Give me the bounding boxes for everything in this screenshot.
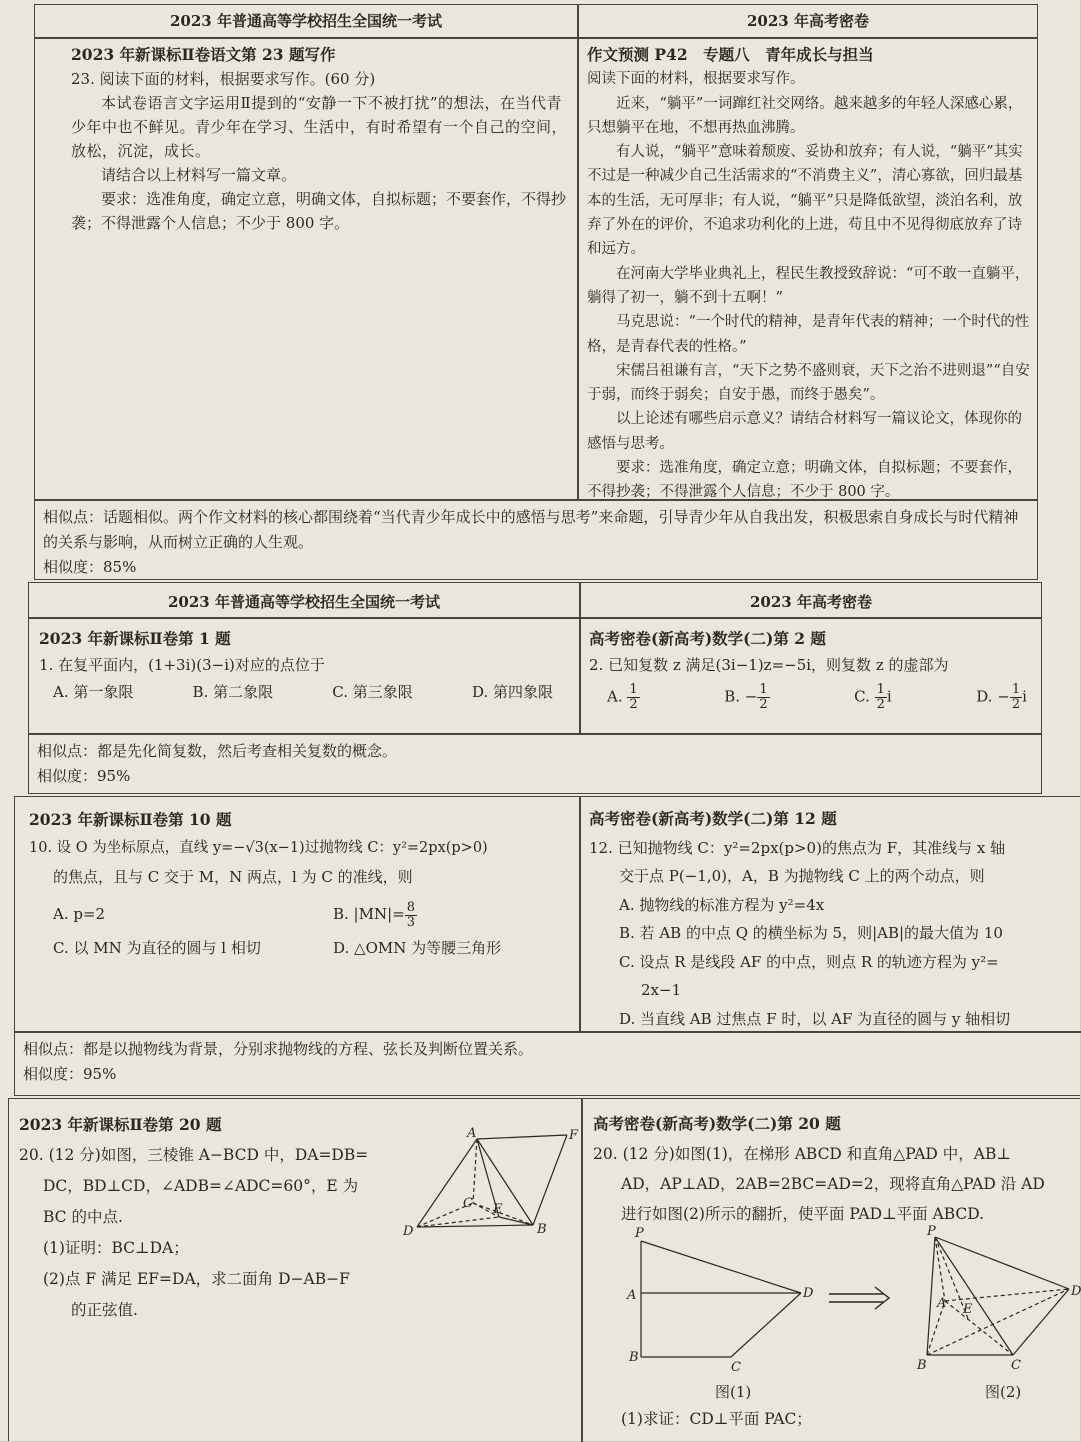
section3-similarity: 相似度：95% xyxy=(23,1065,117,1083)
section2-header-right: 2023 年高考密卷 xyxy=(750,593,872,611)
label-d: D xyxy=(803,1286,814,1301)
section2-header-left: 2023 年普通高等学校招生全国统一考试 xyxy=(168,593,440,611)
section2-table xyxy=(28,582,1042,794)
section4-left-title: 2023 年新课标Ⅱ卷第 20 题 xyxy=(19,1115,222,1134)
section1-similarity: 相似度：85% xyxy=(43,558,137,576)
section3-right-line: 2x−1 xyxy=(641,981,682,999)
section3-right-title: 高考密卷(新高考)数学(二)第 12 题 xyxy=(589,809,837,828)
section2-note xyxy=(37,739,1033,791)
section3-right-line: 交于点 P(−1,0)，A，B 为抛物线 C 上的两个动点，则 xyxy=(619,867,985,885)
label-e: E xyxy=(493,1202,503,1217)
section1-right-line: 宋儒吕祖谦有言，“天下之势不盛则衰，天下之治不进则退”“自安于弱，而终于弱矣；自安于愚，而终于愚矣”。 xyxy=(587,362,1030,404)
label-a: A xyxy=(467,1126,477,1141)
label-e: E xyxy=(963,1302,973,1317)
section1-right-title: 作文预测 P42 专题八 青年成长与担当 xyxy=(587,45,874,64)
option-c: C. 第三象限 xyxy=(332,683,413,701)
section1-right-line: 要求：选准角度，确定立意；明确文体，自拟标题；不要套作，不得抄袭；不得泄露个人信息；不少于 800 字。 xyxy=(587,460,1022,501)
option-c: C. $\frac{1}{2}$ i xyxy=(854,682,892,712)
section2-left-body xyxy=(39,625,573,729)
option-a: A. 第一象限 xyxy=(53,683,134,701)
label-d: D xyxy=(1071,1284,1081,1299)
option-b: B. 第二象限 xyxy=(192,683,274,701)
section4-right-body xyxy=(593,1109,1081,1229)
section3-left-options-row1 xyxy=(29,900,575,930)
option-d: D. − $\frac{1}{2}$ i xyxy=(976,682,1027,712)
section2-left-options xyxy=(39,679,573,706)
section2-similar-point: 相似点：都是先化简复数，然后考查相关复数的概念。 xyxy=(37,742,398,760)
section4-left-line: 的正弦值. xyxy=(71,1301,138,1319)
section3-left-body: 2023 年新课标Ⅱ卷第 10 题 10. 设 O 为坐标原点，直线 y=−√3(x−1)过抛物线 C：y²=2px(p>0) 的焦点，且与 C 交于 M，N 两点，l 为 C 的准线，则 A. p=2 B. |MN|= $\frac{8}{3}$ C. 以 MN 为直径的圆与 l 相切 D. △OMN 为等腰三角形 xyxy=(29,805,575,1029)
section3-right-line: C. 设点 R 是线段 AF 的中点，则点 R 的轨迹方程为 y²= xyxy=(619,952,999,971)
option-b: B. |MN|= $\frac{8}{3}$ xyxy=(333,899,415,930)
section3-left-title: 2023 年新课标Ⅱ卷第 10 题 xyxy=(29,810,232,829)
option-d: D. 第四象限 xyxy=(471,683,553,701)
section1-right-line: 阅读下面的材料，根据要求写作。 xyxy=(587,71,805,88)
section1-left-body xyxy=(71,43,571,493)
section2-similarity: 相似度：95% xyxy=(37,767,131,785)
section1-right-line: 有人说，“躺平”意味着颓废、妥协和放弃；有人说，“躺平”其实不过是一种减少自己生活需求的“不消费主义”，清心寡欲，回归最基本的生活，无可厚非；有人说，“躺平”只是降低欲望，淡泊名利，放弃了外在的评价，不追求功利化的上进，苟且中不见得彻底放弃了诗和远方。 xyxy=(587,144,1023,258)
section1-header-left: 2023 年普通高等学校招生全国统一考试 xyxy=(170,12,442,30)
fold-arrow xyxy=(825,1285,895,1311)
section2-right-options xyxy=(589,679,1037,712)
section1-right-line: 以上论述有哪些启示意义？请结合材料写一篇议论文，体现你的感悟与思考。 xyxy=(587,411,1022,452)
section3-right-line: B. 若 AB 的中点 Q 的横坐标为 5，则|AB|的最大值为 10 xyxy=(619,924,1003,942)
label-b: B xyxy=(537,1222,547,1237)
section2-right-body xyxy=(589,625,1037,731)
section2-right-question: 2. 已知复数 z 满足(3i−1)z=−5i，则复数 z 的虚部为 xyxy=(589,656,949,674)
figure-2-caption: 图(2) xyxy=(985,1383,1022,1401)
option-a: A. p=2 xyxy=(53,905,106,923)
folded-figure-2 xyxy=(905,1225,1081,1371)
section3-left-question: 10. 设 O 为坐标原点，直线 y=−√3(x−1)过抛物线 C：y²=2px(p>0) xyxy=(29,840,488,856)
section3-left-options-row2 xyxy=(29,934,575,963)
section2-left-title: 2023 年新课标Ⅱ卷第 1 题 xyxy=(39,629,231,648)
trapezoid-figure-1 xyxy=(619,1225,819,1375)
figure-1-caption: 图(1) xyxy=(715,1383,752,1401)
section3-table xyxy=(14,796,1080,1096)
label-p: P xyxy=(635,1226,644,1241)
section4-right-line: AD，AP⊥AD，2AB=2BC=AD=2，现将直角△PAD 沿 AD xyxy=(621,1175,1045,1193)
section4-left-line: DC，BD⊥CD，∠ADB=∠ADC=60°，E 为 xyxy=(43,1177,359,1195)
section4-right-sub1: (1)求证：CD⊥平面 PAC； xyxy=(621,1410,812,1428)
section4-right-line: 进行如图(2)所示的翻折，使平面 PAD⊥平面 ABCD. xyxy=(621,1205,985,1223)
option-d: D. △OMN 为等腰三角形 xyxy=(333,938,502,957)
label-c: C xyxy=(1011,1358,1021,1373)
section1-left-line: 要求：选准角度，确定立意，明确文体，自拟标题；不要套作，不得抄袭；不得泄露个人信息；不少于 800 字。 xyxy=(71,190,567,232)
section4-left-line: 20. (12 分)如图，三棱锥 A−BCD 中，DA=DB= xyxy=(19,1146,369,1164)
section4-right-title: 高考密卷(新高考)数学(二)第 20 题 xyxy=(593,1114,841,1133)
section3-note xyxy=(23,1037,1073,1093)
section1-table xyxy=(34,4,1038,580)
section3-similar-point: 相似点：都是以抛物线为背景，分别求抛物线的方程、弦长及判断位置关系。 xyxy=(23,1040,534,1058)
section4-left-line: (1)证明：BC⊥DA； xyxy=(43,1239,189,1257)
label-b: B xyxy=(629,1350,639,1365)
section4-right-line: 20. (12 分)如图(1)，在梯形 ABCD 和直角△PAD 中，AB⊥ xyxy=(593,1145,1011,1163)
label-d: D xyxy=(403,1224,414,1239)
section1-similar-point: 相似点：话题相似。两个作文材料的核心都围绕着“当代青少年成长中的感悟与思考”来命题，引导青少年从自我出发，积极思索自身成长与时代精神的关系与影响，从而树立正确的人生观。 xyxy=(43,508,1019,551)
section1-header-right: 2023 年高考密卷 xyxy=(747,12,869,30)
option-b: B. − $\frac{1}{2}$ xyxy=(724,682,768,712)
label-a: A xyxy=(937,1296,947,1311)
label-c: C xyxy=(731,1360,741,1375)
section3-right-line: D. 当直线 AB 过焦点 F 时，以 AF 为直径的圆与 y 轴相切 xyxy=(619,1009,1011,1028)
option-a: A. $\frac{1}{2}$ xyxy=(607,682,638,712)
section1-right-line: 在河南大学毕业典礼上，程民生教授致辞说：“可不敢一直躺平，躺得了初一，躺不到十五啊！” xyxy=(587,265,1030,306)
section1-right-line: 近来，“躺平”一词蹿红社交网络。越来越多的年轻人深感心累，只想躺平在地，不想再热血沸腾。 xyxy=(587,95,1023,136)
section3-right-line: A. 抛物线的标准方程为 y²=4x xyxy=(619,895,825,914)
section1-note xyxy=(43,505,1033,577)
section1-left-line: 请结合以上材料写一篇文章。 xyxy=(101,166,297,184)
label-a: A xyxy=(627,1288,637,1303)
label-b: B xyxy=(917,1358,927,1373)
section2-left-question: 1. 在复平面内，(1+3i)(3−i)对应的点位于 xyxy=(39,656,325,674)
section1-left-title: 2023 年新课标Ⅱ卷语文第 23 题写作 xyxy=(71,45,336,64)
section2-right-title: 高考密卷(新高考)数学(二)第 2 题 xyxy=(589,629,826,648)
section1-left-line: 23. 阅读下面的材料，根据要求写作。(60 分) xyxy=(71,70,376,88)
label-p: P xyxy=(927,1224,936,1239)
option-c: C. 以 MN 为直径的圆与 l 相切 xyxy=(53,938,261,957)
section1-left-line: 本试卷语言文字运用Ⅱ提到的“安静一下不被打扰”的想法，在当代青少年中也不鲜见。青少年在学习、生活中，有时希望有一个自己的空间，放松，沉淀，成长。 xyxy=(71,94,568,160)
section4-left-line: (2)点 F 满足 EF=DA，求二面角 D−AB−F xyxy=(43,1270,350,1288)
label-f: F xyxy=(569,1128,579,1143)
section4-left-body xyxy=(19,1109,409,1429)
section3-right-body xyxy=(589,805,1081,1029)
tetrahedron-figure xyxy=(401,1123,583,1239)
section4-table xyxy=(8,1098,1080,1441)
section4-left-line: BC 的中点. xyxy=(43,1208,123,1226)
section1-right-line: 马克思说：“一个时代的精神，是青年代表的精神；一个时代的性格，是青春代表的性格。” xyxy=(587,314,1030,355)
section3-right-line: 12. 已知抛物线 C：y²=2px(p>0)的焦点为 F，其准线与 x 轴 xyxy=(589,838,1006,857)
section1-right-body xyxy=(587,43,1033,501)
label-c: C xyxy=(463,1196,473,1211)
